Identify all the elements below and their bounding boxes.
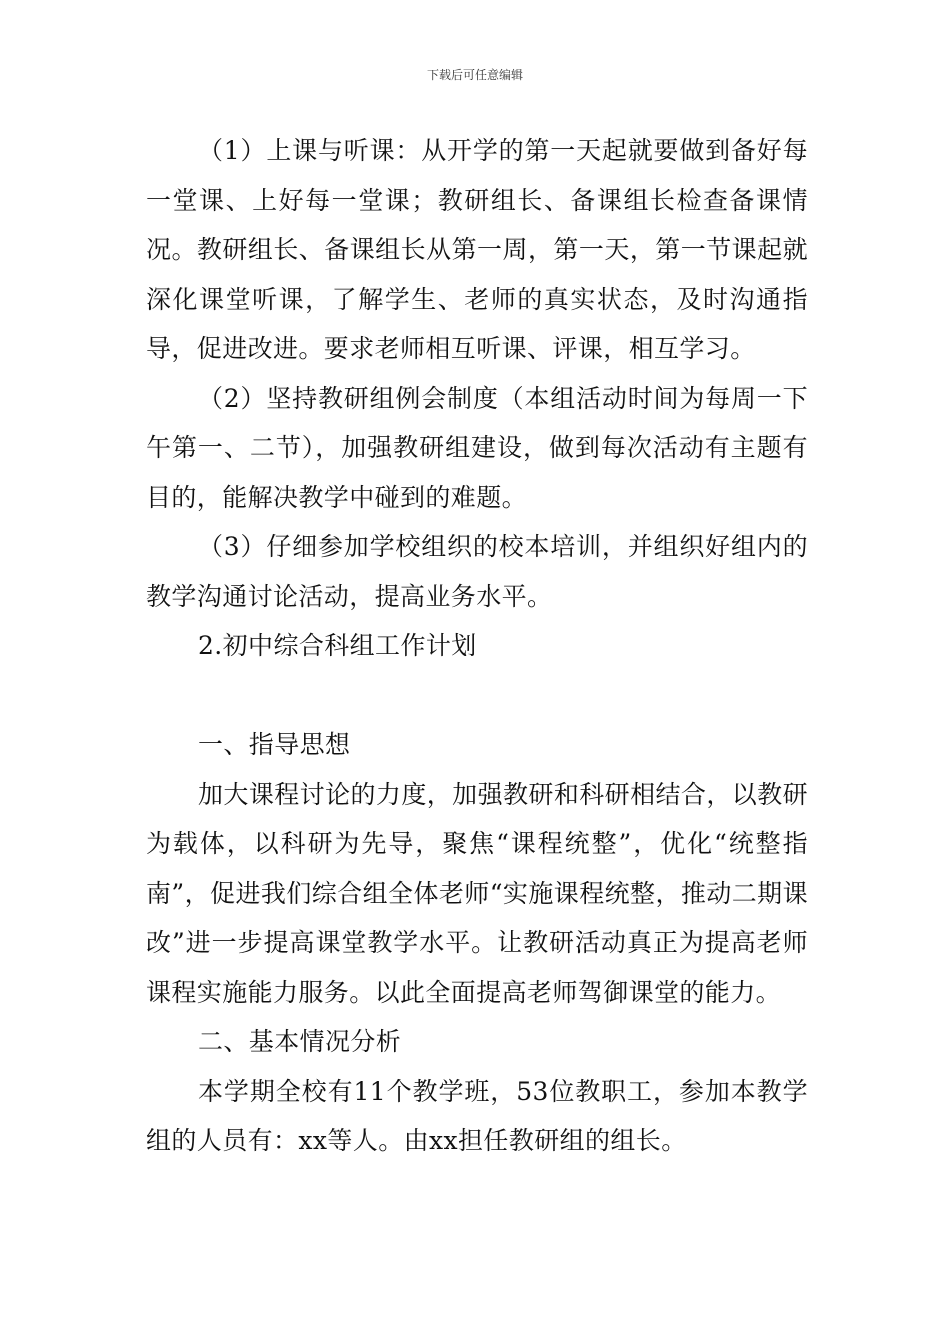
blank-line — [146, 671, 808, 721]
paragraph-guiding-ideology: 加大课程讨论的力度，加强教研和科研相结合，以教研为载体，以科研为先导，聚焦“课程统整”，优化“统整指南”，促进我们综合组全体老师“实施课程统整，推动二期课改”进一步提高课堂教学水平。让教研活动真正为提高老师课程实施能力服务。以此全面提高老师驾御课堂的能力。 — [146, 779, 808, 1007]
section-title-work-plan: 2.初中综合科组工作计划 — [198, 631, 477, 660]
paragraph-class-listening: （1）上课与听课：从开学的第一天起就要做到备好每一堂课、上好每一堂课；教研组长、备课组长检查备课情况。教研组长、备课组长从第一周，第一天，第一节课起就深化课堂听课，了解学生、老师的真实状态，及时沟通指导，促进改进。要求老师相互听课、评课，相互学习。 — [146, 136, 808, 363]
document-body — [146, 126, 808, 1166]
heading-guiding-ideology: 一、指导思想 — [198, 730, 351, 759]
heading-basic-analysis: 二、基本情况分析 — [198, 1027, 402, 1056]
paragraph-basic-analysis: 本学期全校有11个教学班，53位教职工，参加本教学组的人员有：xx等人。由xx担任教研组的组长。 — [146, 1076, 808, 1155]
paragraph-weekly-meeting: （2）坚持教研组例会制度（本组活动时间为每周一下午第一、二节），加强教研组建设，做到每次活动有主题有目的，能解决教学中碰到的难题。 — [146, 383, 808, 512]
paragraph-school-training: （3）仔细参加学校组织的校本培训，并组织好组内的教学沟通讨论活动，提高业务水平。 — [146, 532, 808, 611]
page-header-note: 下载后可任意编辑 — [426, 68, 523, 82]
